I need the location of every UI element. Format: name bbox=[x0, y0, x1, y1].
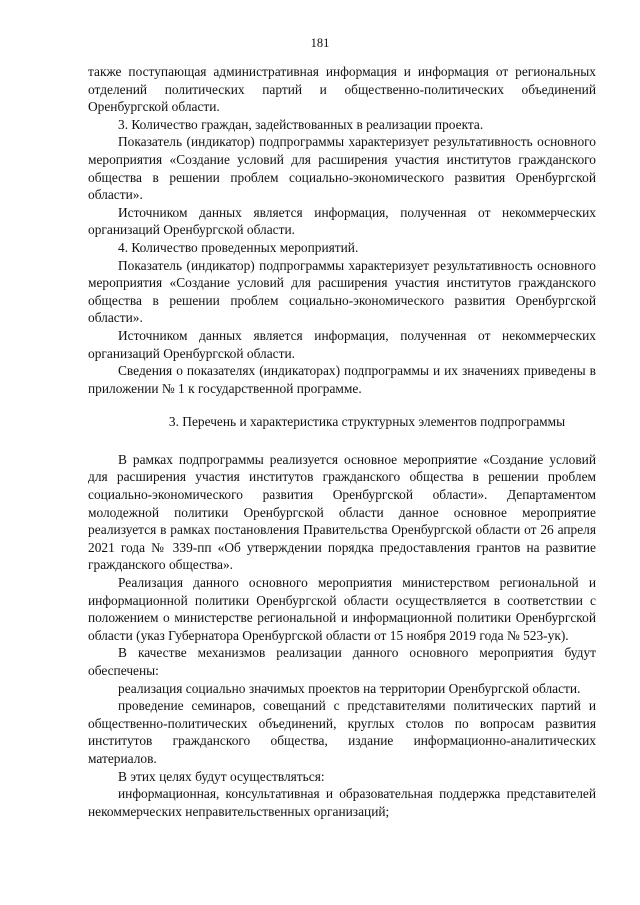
paragraph: реализация социально значимых проектов на территории Оренбургской области. bbox=[118, 680, 581, 696]
paragraph: Источником данных является информация, полученная от некоммерческих организаций Оренбургской области. bbox=[88, 327, 596, 361]
paragraph: проведение семинаров, совещаний с представителями политических партий и общественно-политических объединений, круглых столов по вопросам развития институтов гражданского общества, издание информационно-аналитических материалов. bbox=[88, 698, 596, 766]
paragraph: В этих целях будут осуществляться: bbox=[118, 768, 325, 784]
paragraph: также поступающая административная информация и информация от региональных отделений политических партий и общественно-политических объединений Оренбургской области. bbox=[88, 64, 596, 115]
paragraph: информационная, консультативная и образовательная поддержка представителей некоммерческих неправительственных организаций; bbox=[88, 786, 596, 819]
section-heading: 3. Перечень и характеристика структурных элементов подпрограммы bbox=[168, 414, 566, 430]
paragraph: Показатель (индикатор) подпрограммы характеризует результативность основного мероприятия «Создание условий для расширения участия институтов гражданского общества в решении проблем социально-экономического развития Оренбургской области». bbox=[88, 257, 596, 326]
paragraph: Источником данных является информация, полученная от некоммерческих организаций Оренбургской области. bbox=[88, 204, 596, 238]
page-number: 181 bbox=[310, 36, 330, 50]
document-body bbox=[88, 63, 596, 820]
paragraph: 4. Количество проведенных мероприятий. bbox=[118, 239, 359, 255]
paragraph: Показатель (индикатор) подпрограммы характеризует результативность основного мероприятия «Создание условий для расширения участия институтов гражданского общества в решении проблем социально-экономического развития Оренбургской области». bbox=[88, 134, 596, 203]
paragraph: В рамках подпрограммы реализуется основное мероприятие «Создание условий для расширения участия институтов гражданского общества в решении проблем социально-экономического развития Оренбургской области». Департаментом молодежной политики Оренбургской области данное основное мероприятие реализуется в рамках постановления Правительства Оренбургской области от 26 апреля 2021 года № 339-пп «Об утверждении порядка предоставления грантов на развитие гражданского общества». bbox=[88, 451, 596, 573]
paragraph: Реализация данного основного мероприятия министерством региональной и информационной политики Оренбургской области осуществляется в соответствии с положением о министерстве региональной и информационной политики Оренбургской области (указ Губернатора Оренбургской области от 15 ноября 2019 года № 523-ук). bbox=[88, 575, 596, 643]
paragraph: В качестве механизмов реализации данного основного мероприятия будут обеспечены: bbox=[88, 645, 596, 678]
paragraph: 3. Количество граждан, задействованных в реализации проекта. bbox=[118, 116, 484, 132]
paragraph: Сведения о показателях (индикаторах) подпрограммы и их значениях приведены в приложении № 1 к государственной программе. bbox=[88, 363, 596, 396]
